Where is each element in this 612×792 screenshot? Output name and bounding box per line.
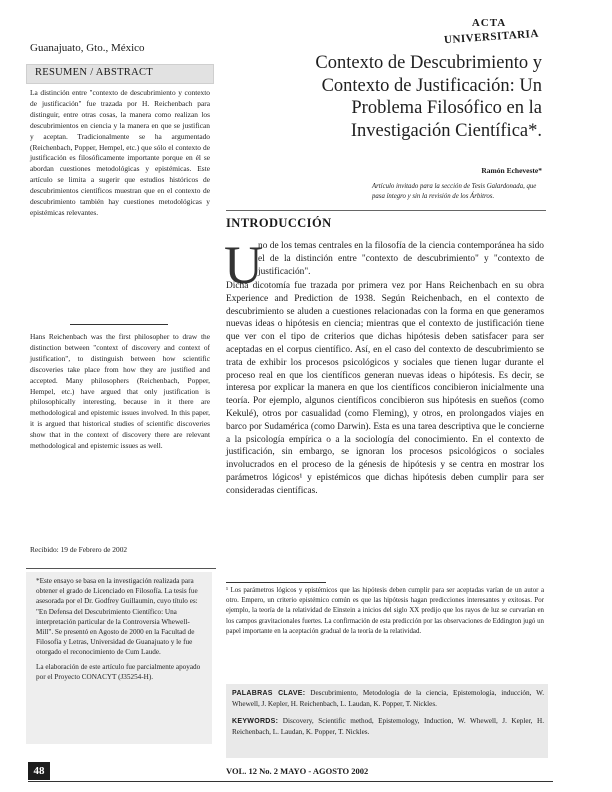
author-note-paragraph-1: *Este ensayo se basa en la investigación realizada para obtener el grado de Licenciado en Filosofía. La tesis fue asesorada por el Dr. Godfrey Guillaumin, cuyo título es: "En Defensa del Descubrimiento Científico: Una interpretación particular de la Controversia Whewell-Mill". Se presentó en Agosto de 2000 en la Facultad de Filosofía y Letras, Universidad de Guanajuato y le fue otorgado el reconocimiento de Cum Laude. xyxy=(36,577,198,657)
keywords-spanish xyxy=(232,688,544,710)
abstract-spanish: La distinción entre "contexto de descubrimiento y contexto de justificación" fue trazada por H. Reichenbach para distinguir, entre otras cosas, la manera como realizan los descubrimientos en ciencia y la manera en que se justifican y aceptan. Tradicionalmente se ha argumentado (Reichenbach, Popper, Hempel, etc.) que sólo el contexto de justificación es filosóficamente importante porque en él se abordan cuestiones metodológicas y epistémicas. Este artículo se limita a sugerir que estudios históricos de descubrimientos científicos muestran que en el contexto de descubrimiento también hay cuestiones metodológicas y epistémicas relevantes. xyxy=(30,88,210,217)
keywords-spanish-text: Descubrimiento, Metodología de la ciencia, Epistemología, inducción, W. Whewell, J. Kepler, H. Reichenbach, L. Laudan, K. Popper, T. Nickles. xyxy=(232,689,544,709)
section-heading: INTRODUCCIÓN xyxy=(226,216,332,230)
author-note-paragraph-2: La elaboración de este artículo fue parcialmente apoyado por el Proyecto CONACYT (J35254-H). xyxy=(36,662,201,681)
abstract-english: Hans Reichenbach was the first philosopher to draw the distinction between "context of discovery and context of justification", to distinguish between how scientific discoveries take place from how they are justified and accepted. Many philosophers (Reichenbach, Popper, Hempel, etc.) have argued that only justification is philosophically interesting, because in it there are methodological and epistemic issues involved. In this paper, it is argued that historical studies of scientific discoveries show that in the context of discovery there are relevant methodological and epistemic issues as well. xyxy=(30,332,210,451)
logo-line-1: ACTA xyxy=(471,17,507,29)
drop-cap: U xyxy=(224,235,263,295)
body-text: Dicha dicotomía fue trazada por primera vez por Hans Reichenbach en su obra Experience and Prediction de 1938. Según Reichenbach, en el contexto de descubrimiento se aluden a cuestiones relacionadas con la forma en que generamos nuevas ideas o hipótesis en ciencia; mientras que el contexto de justificación tiene que ver con el tipo de criterios que dichas hipótesis deben satisfacer para ser aceptadas en el corpus científico. Así, en el caso del contexto de descubrimiento se trata de exhibir los procesos psicológicos y sociales que tienen lugar durante el proceso real en que los científicos generan nuevas ideas o hipótesis. Es decir, se interesa por explicar la manera en que los científicos concibieron inicialmente una teoría. Por ejemplo, algunos científicos concibieron sus hipótesis en sueños (como Kekulé), otros por casualidad (como Fleming), y otros, en prolongados viajes en barco por Sudamérica (como Darwin). Esta es una tarea descriptiva que le concierne a la psicología empírica o a la sociología del conocimiento. En el contexto de justificación, sin embargo, se ignoran los procesos psicológicos o sociales involucrados en el proceso de la génesis de hipótesis y se centra en mostrar los parámetros lógicos¹ y epistémicos que dichas hipótesis deben cumplir para ser consideradas científicas. xyxy=(226,281,544,496)
author-note xyxy=(36,576,206,682)
footnote-rule xyxy=(226,582,326,583)
title-rule xyxy=(226,210,546,211)
page-number: 48 xyxy=(28,762,50,780)
title-line: Contexto de Descubrimiento y xyxy=(315,53,542,73)
left-column-rule xyxy=(26,568,216,569)
title-line: Investigación Científica*. xyxy=(350,120,542,141)
volume-info: VOL. 12 No. 2 MAYO - AGOSTO 2002 xyxy=(226,766,369,776)
abstract-divider xyxy=(70,324,168,325)
keywords-english-label: KEYWORDS: xyxy=(232,718,279,725)
keywords-english xyxy=(232,716,544,738)
received-date: Recibido: 19 de Febrero de 2002 xyxy=(30,545,128,554)
author-name: Ramón Echeveste* xyxy=(481,166,542,175)
keywords-spanish-label: PALABRAS CLAVE: xyxy=(232,690,306,697)
title-line: Problema Filosófico en la xyxy=(351,98,542,118)
logo-line-2: UNIVERSITARIA xyxy=(443,28,540,47)
invited-article-note: Artículo invitado para la sección de Tesis Galardonada, que pasa íntegro y sin la revisión de los Árbitros. xyxy=(372,183,537,200)
abstract-heading: RESUMEN / ABSTRACT xyxy=(35,67,154,78)
footnote-1: ¹ Los parámetros lógicos y epistémicos que las hipótesis deben cumplir para ser aceptadas varían de un autor a otro. Empero, un criterio epistémico común es que las hipótesis hagan predicciones interesantes y exitosas. Por ejemplo, la teoría de la relatividad de Einstein a inicios del siglo XX predijo que los rayos de luz se curvarían en los campos gravitacionales fuertes. La confirmación de esta predicción por las observaciones de Eddington jugó un papel importante en la aceptación gradual de la teoría de la relatividad. xyxy=(226,587,544,635)
body-opening: no de los temas centrales en la filosofía de la ciencia contemporánea ha sido el de la distinción entre "contexto de descubrimiento" y "contexto de justificación". xyxy=(258,241,544,278)
location-header: Guanajuato, Gto., México xyxy=(30,42,145,54)
acta-universitaria-logo xyxy=(443,17,540,47)
abstract-heading-box xyxy=(26,64,214,84)
article-title xyxy=(226,52,542,142)
keywords-english-text: Discovery, Scientific method, Epistemology, Induction, W. Whewell, J. Kepler, H. Reichenbach, L. Laudan, K. Popper, T. Nickles. xyxy=(232,717,544,737)
footer-rule xyxy=(28,781,553,782)
title-line: Contexto de Justificación: Un xyxy=(321,75,542,96)
